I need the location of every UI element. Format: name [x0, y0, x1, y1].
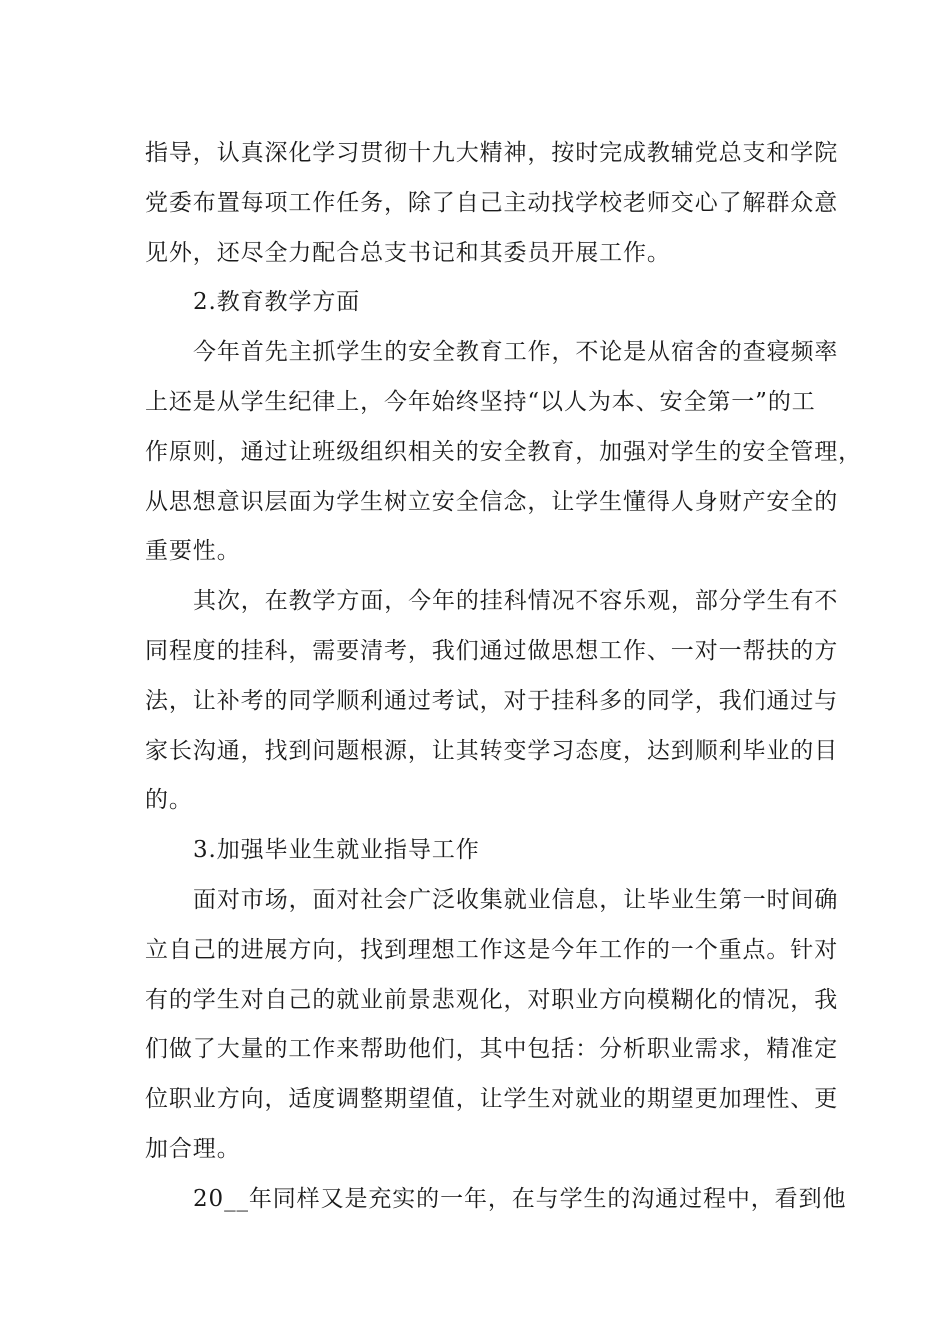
paragraph-line: 从思想意识层面为学生树立安全信念，让学生懂得人身财产安全的 [145, 488, 839, 515]
paragraph-line: 20__年同样又是充实的一年，在与学生的沟通过程中，看到他 [193, 1185, 847, 1212]
paragraph-line: 今年首先主抓学生的安全教育工作，不论是从宿舍的查寝频率 [193, 339, 839, 366]
section-heading: 2.教育教学方面 [193, 289, 361, 316]
section-heading: 3.加强毕业生就业指导工作 [193, 837, 480, 864]
paragraph-line: 见外，还尽全力配合总支书记和其委员开展工作。 [145, 239, 671, 266]
paragraph-line: 作原则，通过让班级组织相关的安全教育，加强对学生的安全管理， [145, 438, 862, 465]
paragraph-line: 位职业方向，适度调整期望值，让学生对就业的期望更加理性、更 [145, 1086, 839, 1113]
paragraph-line: 有的学生对自己的就业前景悲观化，对职业方向模糊化的情况，我 [145, 986, 839, 1013]
paragraph-line: 党委布置每项工作任务，除了自己主动找学校老师交心了解群众意 [145, 189, 839, 216]
paragraph-line: 重要性。 [145, 538, 241, 565]
paragraph-line: 指导，认真深化学习贯彻十九大精神，按时完成教辅党总支和学院 [145, 140, 839, 166]
paragraph-line: 其次，在教学方面，今年的挂科情况不容乐观，部分学生有不 [193, 588, 839, 615]
paragraph-line: 面对市场，面对社会广泛收集就业信息，让毕业生第一时间确 [193, 886, 839, 913]
paragraph-line: 上还是从学生纪律上，今年始终坚持“以人为本、安全第一”的工 [145, 388, 816, 415]
paragraph-line: 的。 [145, 787, 193, 814]
paragraph-line: 加合理。 [145, 1135, 241, 1162]
paragraph-line: 立自己的进展方向，找到理想工作这是今年工作的一个重点。针对 [145, 936, 839, 963]
paragraph-line: 同程度的挂科，需要清考，我们通过做思想工作、一对一帮扶的方 [145, 637, 839, 664]
paragraph-line: 法，让补考的同学顺利通过考试，对于挂科多的同学，我们通过与 [145, 687, 839, 714]
paragraph-line: 们做了大量的工作来帮助他们，其中包括：分析职业需求，精准定 [145, 1036, 839, 1063]
body-text [145, 129, 862, 1225]
paragraph-line: 家长沟通，找到问题根源，让其转变学习态度，达到顺利毕业的目 [145, 737, 839, 764]
